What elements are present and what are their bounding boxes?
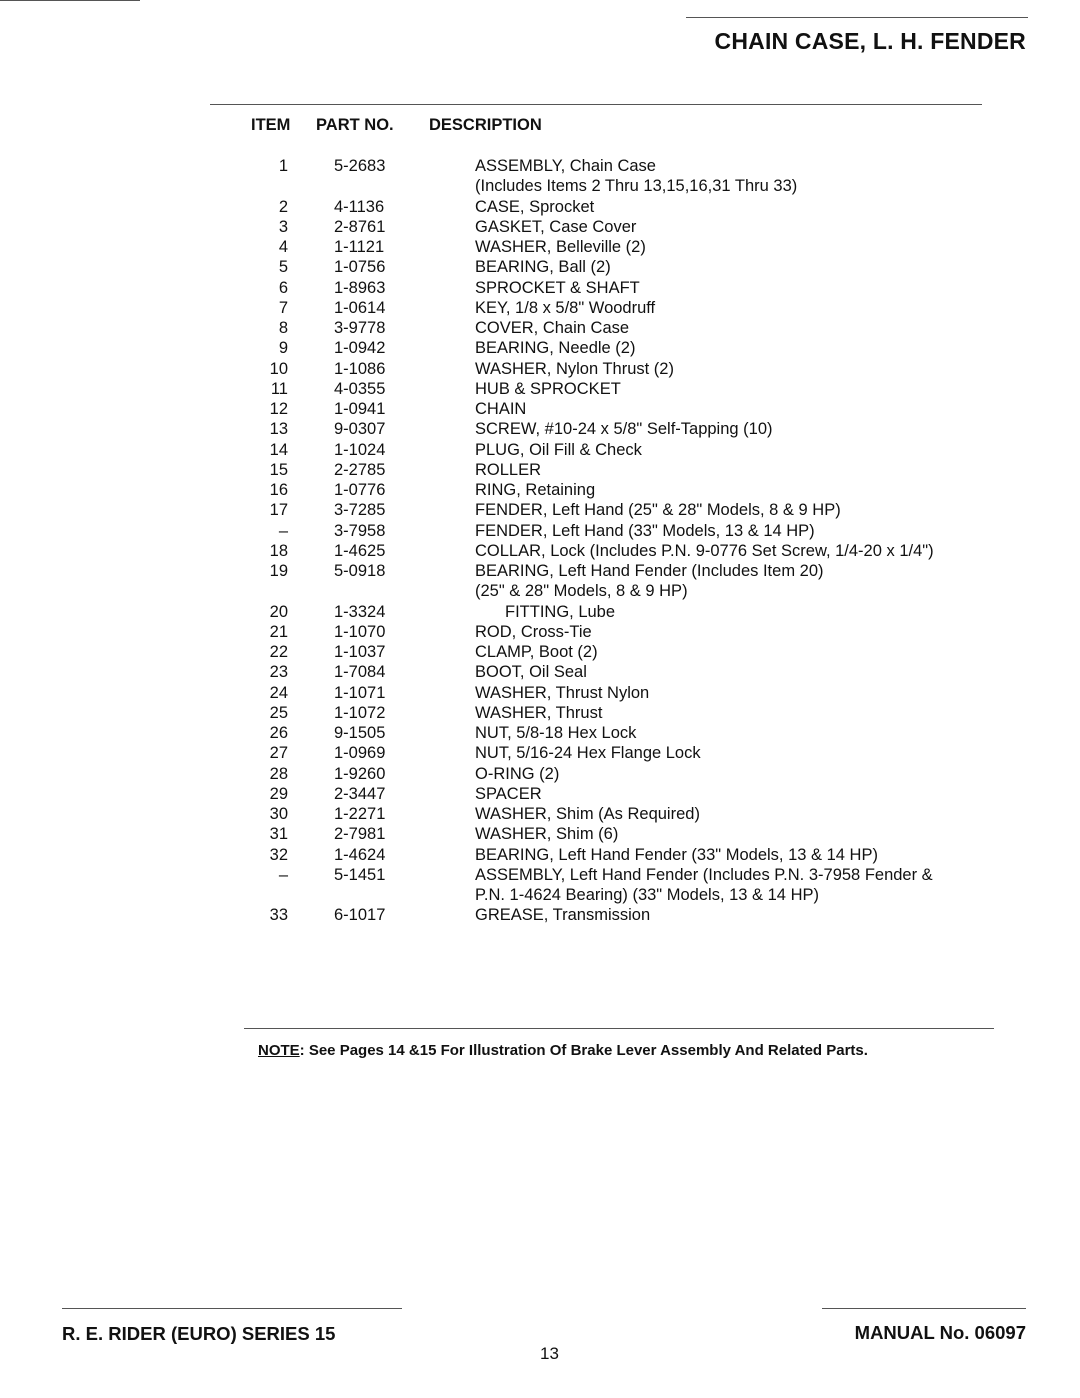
part-number: 1-0969 <box>334 744 386 763</box>
part-number: 2-7981 <box>334 825 386 844</box>
part-number: 9-1505 <box>334 724 386 742</box>
part-number: 1-3324 <box>334 602 386 621</box>
table-row <box>250 622 934 642</box>
table-row <box>250 359 934 379</box>
note-rule <box>244 1028 994 1029</box>
part-number: 2-8761 <box>334 217 386 236</box>
item-number: 10 <box>269 359 288 378</box>
item-number: 9 <box>278 339 288 358</box>
part-description: FENDER, Left Hand (33" Models, 13 & 14 HP) <box>475 521 815 540</box>
manual-number: MANUAL No. 06097 <box>854 1322 1026 1343</box>
item-number: 20 <box>269 602 288 621</box>
item-number <box>250 885 288 905</box>
part-number: 1-2271 <box>334 805 386 823</box>
item-number: 24 <box>269 683 288 702</box>
table-row <box>250 561 934 581</box>
part-description: FENDER, Left Hand (25" & 28" Models, 8 & 9 HP) <box>475 501 841 520</box>
table-row <box>250 156 934 176</box>
page-number: 13 <box>540 1344 559 1363</box>
part-description: BOOT, Oil Seal <box>475 663 587 682</box>
item-number: 4 <box>278 238 288 256</box>
part-description: NUT, 5/16-24 Hex Flange Lock <box>475 744 701 763</box>
part-number: 5-2683 <box>334 157 386 175</box>
part-number: 5-0918 <box>334 562 386 580</box>
part-description: GASKET, Case Cover <box>475 217 637 236</box>
item-number: – <box>278 521 288 540</box>
title-rule <box>686 17 1028 18</box>
footer-right-rule <box>822 1308 1026 1309</box>
table-row <box>250 743 934 763</box>
table-row <box>250 581 934 601</box>
item-number: 25 <box>269 703 288 722</box>
part-number: 3-7285 <box>334 501 386 520</box>
part-description: BEARING, Ball (2) <box>475 258 611 277</box>
item-number: 19 <box>269 562 288 580</box>
column-header-description: DESCRIPTION <box>429 116 542 134</box>
column-header-item: ITEM <box>251 116 291 134</box>
item-number: 27 <box>269 744 288 763</box>
table-row <box>250 885 934 905</box>
table-row <box>250 176 934 196</box>
part-number: 1-4625 <box>334 541 386 560</box>
part-number: 3-9778 <box>334 319 386 337</box>
table-row <box>250 662 934 682</box>
table-row <box>250 440 934 460</box>
part-number: 1-0756 <box>334 258 386 277</box>
item-number: 22 <box>269 643 288 661</box>
table-row <box>250 824 934 844</box>
part-number: 1-1070 <box>334 622 386 641</box>
part-description: CLAMP, Boot (2) <box>475 643 598 661</box>
item-number: 1 <box>278 157 288 175</box>
item-number <box>250 176 288 196</box>
part-number: 4-0355 <box>334 379 386 398</box>
part-number: 5-1451 <box>334 865 386 884</box>
table-row <box>250 764 934 784</box>
table-row <box>250 500 934 520</box>
table-row <box>250 460 934 480</box>
header-rule <box>210 104 982 105</box>
part-number: 2-3447 <box>334 784 386 803</box>
part-description: COLLAR, Lock (Includes P.N. 9-0776 Set Screw, 1/4-20 x 1/4") <box>475 541 934 560</box>
parts-table <box>250 156 934 926</box>
part-number: 2-2785 <box>334 460 386 479</box>
table-row <box>250 683 934 703</box>
item-number: 26 <box>269 724 288 742</box>
table-row <box>250 905 934 925</box>
item-number: 32 <box>269 845 288 864</box>
item-number: 33 <box>269 906 288 925</box>
part-number: 1-0941 <box>334 400 386 418</box>
part-description: (Includes Items 2 Thru 13,15,16,31 Thru 33) <box>475 177 798 196</box>
table-row <box>250 237 934 257</box>
part-description: ASSEMBLY, Chain Case <box>475 157 656 175</box>
note <box>258 1042 868 1059</box>
table-row <box>250 865 934 885</box>
part-number: 3-7958 <box>334 521 386 540</box>
part-description: KEY, 1/8 x 5/8" Woodruff <box>475 298 656 317</box>
table-row <box>250 521 934 541</box>
part-number: 1-7084 <box>334 663 386 682</box>
item-number: 3 <box>278 217 288 236</box>
part-description: ROLLER <box>475 460 542 479</box>
part-description: SPROCKET & SHAFT <box>475 278 640 297</box>
table-row <box>250 257 934 277</box>
table-row <box>250 541 934 561</box>
part-number <box>288 176 475 196</box>
item-number <box>250 581 288 601</box>
part-number: 9-0307 <box>334 420 386 439</box>
part-description: SPACER <box>475 784 542 803</box>
table-row <box>250 399 934 419</box>
item-number: 15 <box>269 460 288 479</box>
footer-left-rule <box>62 1308 402 1309</box>
part-description: P.N. 1-4624 Bearing) (33" Models, 13 & 14 HP) <box>475 886 819 904</box>
part-description: NUT, 5/8-18 Hex Lock <box>475 724 637 742</box>
part-description: O-RING (2) <box>475 764 560 783</box>
item-number: 23 <box>269 663 288 682</box>
table-row <box>250 703 934 723</box>
item-number: 2 <box>278 197 288 216</box>
part-description: CHAIN <box>475 400 527 418</box>
table-row <box>250 318 934 338</box>
part-description: BEARING, Left Hand Fender (Includes Item 20) <box>475 562 824 580</box>
item-number: 5 <box>278 258 288 277</box>
part-description: RING, Retaining <box>475 481 596 499</box>
part-description: BEARING, Needle (2) <box>475 339 636 358</box>
part-description: WASHER, Belleville (2) <box>475 238 646 256</box>
part-number: 1-1121 <box>334 238 385 256</box>
table-row <box>250 278 934 298</box>
part-description: HUB & SPROCKET <box>475 379 621 398</box>
table-row <box>250 379 934 399</box>
part-description: WASHER, Shim (As Required) <box>475 805 700 823</box>
item-number: 12 <box>269 400 288 418</box>
note-label: NOTE <box>258 1042 300 1059</box>
part-number: 1-1024 <box>334 440 386 459</box>
part-number <box>288 885 475 905</box>
table-row <box>250 845 934 865</box>
item-number: 14 <box>269 440 288 459</box>
part-description: BEARING, Left Hand Fender (33" Models, 13 & 14 HP) <box>475 845 878 864</box>
table-row <box>250 804 934 824</box>
table-row <box>250 642 934 662</box>
table-row <box>250 784 934 804</box>
part-description: WASHER, Thrust Nylon <box>475 683 650 702</box>
table-row <box>250 217 934 237</box>
table-row <box>250 419 934 439</box>
part-description: CASE, Sprocket <box>475 197 595 216</box>
item-number: 6 <box>278 278 288 297</box>
item-number: – <box>278 865 288 884</box>
part-description: ROD, Cross-Tie <box>475 622 592 641</box>
part-number: 1-1072 <box>334 703 386 722</box>
series-label: R. E. RIDER (EURO) SERIES 15 <box>62 1323 336 1344</box>
table-row <box>250 723 934 743</box>
part-number: 1-1037 <box>334 643 386 661</box>
item-number: 30 <box>269 805 288 823</box>
part-description: PLUG, Oil Fill & Check <box>475 440 642 459</box>
part-number: 1-0776 <box>334 481 386 499</box>
item-number: 28 <box>269 764 288 783</box>
item-number: 7 <box>278 298 288 317</box>
part-number: 1-4624 <box>334 845 386 864</box>
part-number: 1-1071 <box>334 683 386 702</box>
item-number: 8 <box>278 319 288 337</box>
part-number <box>288 581 475 601</box>
table-row <box>250 197 934 217</box>
part-description: ASSEMBLY, Left Hand Fender (Includes P.N. 3-7958 Fender & <box>475 865 933 884</box>
part-description: SCREW, #10-24 x 5/8" Self-Tapping (10) <box>475 420 773 439</box>
part-description: WASHER, Thrust <box>475 703 603 722</box>
part-number: 6-1017 <box>334 906 386 925</box>
part-description: FITTING, Lube <box>505 602 616 621</box>
item-number: 17 <box>269 501 288 520</box>
item-number: 13 <box>269 420 288 439</box>
part-number: 4-1136 <box>334 197 385 216</box>
part-number: 1-1086 <box>334 359 386 378</box>
part-description: WASHER, Nylon Thrust (2) <box>475 359 674 378</box>
part-number: 1-0942 <box>334 339 386 358</box>
page-title: CHAIN CASE, L. H. FENDER <box>714 28 1026 54</box>
item-number: 11 <box>270 379 288 398</box>
part-description: WASHER, Shim (6) <box>475 825 619 844</box>
table-row <box>250 480 934 500</box>
item-number: 16 <box>269 481 288 499</box>
item-number: 31 <box>269 825 288 844</box>
top-left-rule <box>0 0 140 1</box>
note-text: : See Pages 14 &15 For Illustration Of Brake Lever Assembly And Related Parts. <box>299 1042 868 1059</box>
item-number: 29 <box>269 784 288 803</box>
item-number: 18 <box>269 541 288 560</box>
item-number: 21 <box>269 622 288 641</box>
part-description: (25" & 28" Models, 8 & 9 HP) <box>475 582 688 601</box>
table-row <box>250 338 934 358</box>
column-header-part-no: PART NO. <box>316 116 394 134</box>
table-row <box>250 298 934 318</box>
part-number: 1-9260 <box>334 764 386 783</box>
table-row <box>250 602 934 622</box>
part-description: COVER, Chain Case <box>475 319 630 337</box>
part-description: GREASE, Transmission <box>475 906 651 925</box>
part-number: 1-0614 <box>334 298 386 317</box>
part-number: 1-8963 <box>334 278 386 297</box>
